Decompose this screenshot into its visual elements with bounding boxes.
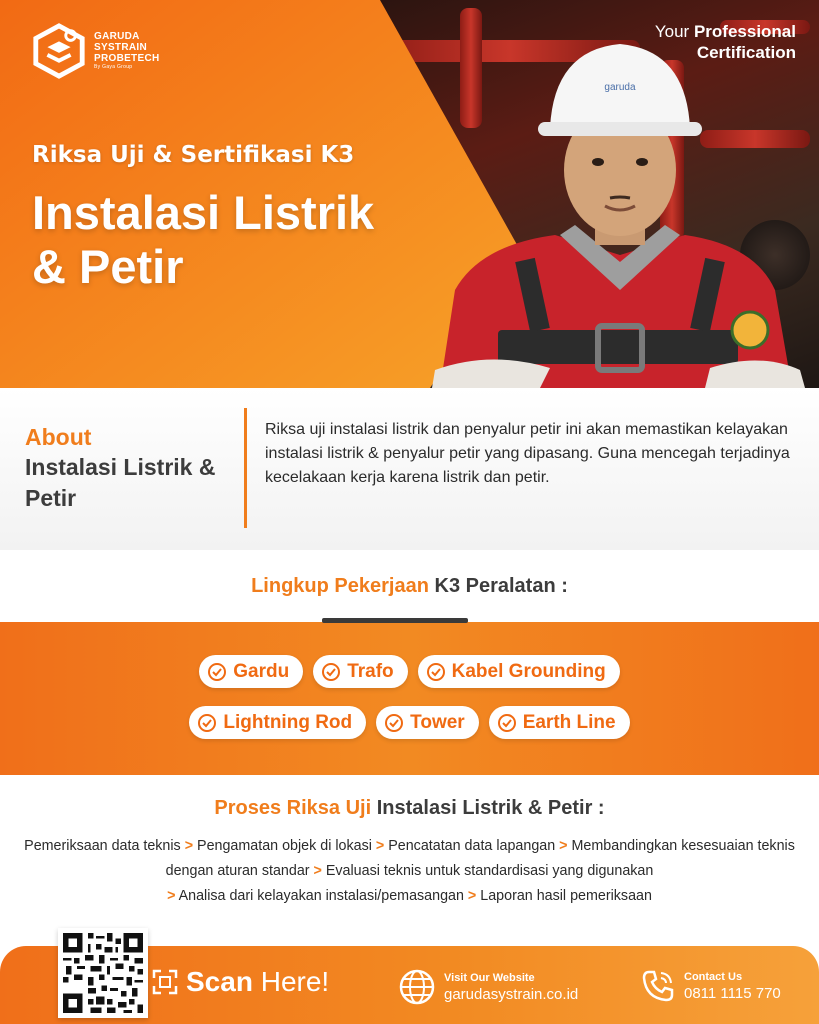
logo-subtitle: By Gaya Group xyxy=(94,64,133,70)
process-step: Membandingkan kesesuaian teknis dengan aturan standar xyxy=(165,838,795,879)
hero-title xyxy=(32,186,472,294)
process-step: Evaluasi teknis untuk standardisasi yang digunakan xyxy=(325,863,654,879)
tagline xyxy=(655,21,796,63)
contact-block[interactable] xyxy=(640,968,781,1004)
step-separator: > xyxy=(467,888,477,904)
worker-illustration xyxy=(420,30,819,388)
website-block[interactable] xyxy=(398,968,578,1006)
scope-chip-label: Lightning Rod xyxy=(223,711,353,733)
step-separator: > xyxy=(184,838,194,854)
contact-phone[interactable]: 0811 1115 770 xyxy=(684,984,781,1002)
check-circle-icon xyxy=(321,662,341,682)
scope-chip-label: Kabel Grounding xyxy=(451,660,606,682)
scope-chip-tower xyxy=(376,706,479,739)
step-separator: > xyxy=(167,888,176,904)
qr-code-graphic xyxy=(63,933,143,1013)
about-description: Riksa uji instalasi listrik dan penyalur petir ini akan memastikan kelayakan instalasi listrik & penyalur petir yang dipasang. Guna mencegah terjadinya kecelakaan kerja karena listrik dan petir. xyxy=(265,421,790,486)
contact-label: Contact Us xyxy=(684,970,743,983)
scope-heading xyxy=(0,575,819,598)
scope-divider xyxy=(322,618,468,623)
website-link[interactable]: garudasystrain.co.id xyxy=(444,985,579,1003)
process-step: Analisa dari kelayakan instalasi/pemasangan xyxy=(178,888,464,904)
process-step: Pemeriksaan data teknis xyxy=(24,838,181,854)
process-steps xyxy=(20,834,799,909)
scope-band xyxy=(0,622,819,775)
hero-subtitle: Riksa Uji & Sertifikasi K3 xyxy=(32,142,355,168)
tagline-line2: Certification xyxy=(696,43,796,62)
hero-title-line2: & Petir xyxy=(32,240,184,293)
brand-logo[interactable] xyxy=(30,22,159,80)
check-circle-icon xyxy=(384,713,404,733)
scope-chip-lightning-rod xyxy=(189,706,366,739)
phone-icon xyxy=(640,968,676,1004)
step-separator: > xyxy=(313,863,322,879)
logo-line3: PROBETECH xyxy=(94,53,160,64)
about-label xyxy=(25,422,240,514)
scan-here[interactable] xyxy=(152,966,329,998)
scope-chip-earth-line xyxy=(489,706,630,739)
scope-chip-trafo xyxy=(313,655,407,688)
tagline-prefix: Your xyxy=(654,22,690,41)
scope-chip-label: Earth Line xyxy=(522,711,616,733)
about-section xyxy=(0,388,819,550)
hero-title-line1: Instalasi Listrik xyxy=(32,186,375,239)
scan-bold: Scan xyxy=(186,966,253,997)
logo-icon xyxy=(30,22,88,80)
about-accent: About xyxy=(25,424,92,450)
helmet-brand: garuda xyxy=(604,82,636,93)
process-heading-rest: Instalasi Listrik & Petir : xyxy=(376,797,605,819)
step-separator: > xyxy=(375,838,385,854)
scope-chip-gardu xyxy=(199,655,303,688)
about-title: Instalasi Listrik & Petir xyxy=(25,454,216,511)
scope-heading-rest: K3 Peralatan : xyxy=(434,575,568,597)
check-circle-icon xyxy=(426,662,446,682)
process-step: Laporan hasil pemeriksaan xyxy=(480,888,652,904)
scope-row-1 xyxy=(0,655,819,688)
tagline-bold: Professional xyxy=(693,22,796,41)
globe-icon xyxy=(398,968,436,1006)
scope-row-2 xyxy=(0,706,819,739)
step-separator: > xyxy=(559,838,568,854)
logo-line2: SYSTRAIN xyxy=(94,42,147,53)
qr-code[interactable] xyxy=(58,928,148,1018)
logo-line1: GARUDA xyxy=(94,31,140,42)
scope-chip-label: Gardu xyxy=(233,660,290,682)
hero-section xyxy=(0,0,819,388)
process-step: Pengamatan objek di lokasi xyxy=(197,838,372,854)
process-step: Pencatatan data lapangan xyxy=(388,838,556,854)
process-heading xyxy=(0,797,819,820)
scan-icon xyxy=(152,969,178,995)
scope-heading-accent: Lingkup Pekerjaan xyxy=(251,575,429,597)
check-circle-icon xyxy=(207,662,227,682)
check-circle-icon xyxy=(197,713,217,733)
about-divider xyxy=(244,408,247,528)
scope-chip-label: Tower xyxy=(410,711,465,733)
scope-chip-kabel-grounding xyxy=(418,655,620,688)
scope-chip-label: Trafo xyxy=(347,660,394,682)
check-circle-icon xyxy=(497,713,517,733)
scan-label xyxy=(186,966,329,998)
website-label: Visit Our Website xyxy=(444,971,535,984)
process-heading-accent: Proses Riksa Uji xyxy=(214,797,372,819)
scan-rest: Here! xyxy=(260,966,330,997)
